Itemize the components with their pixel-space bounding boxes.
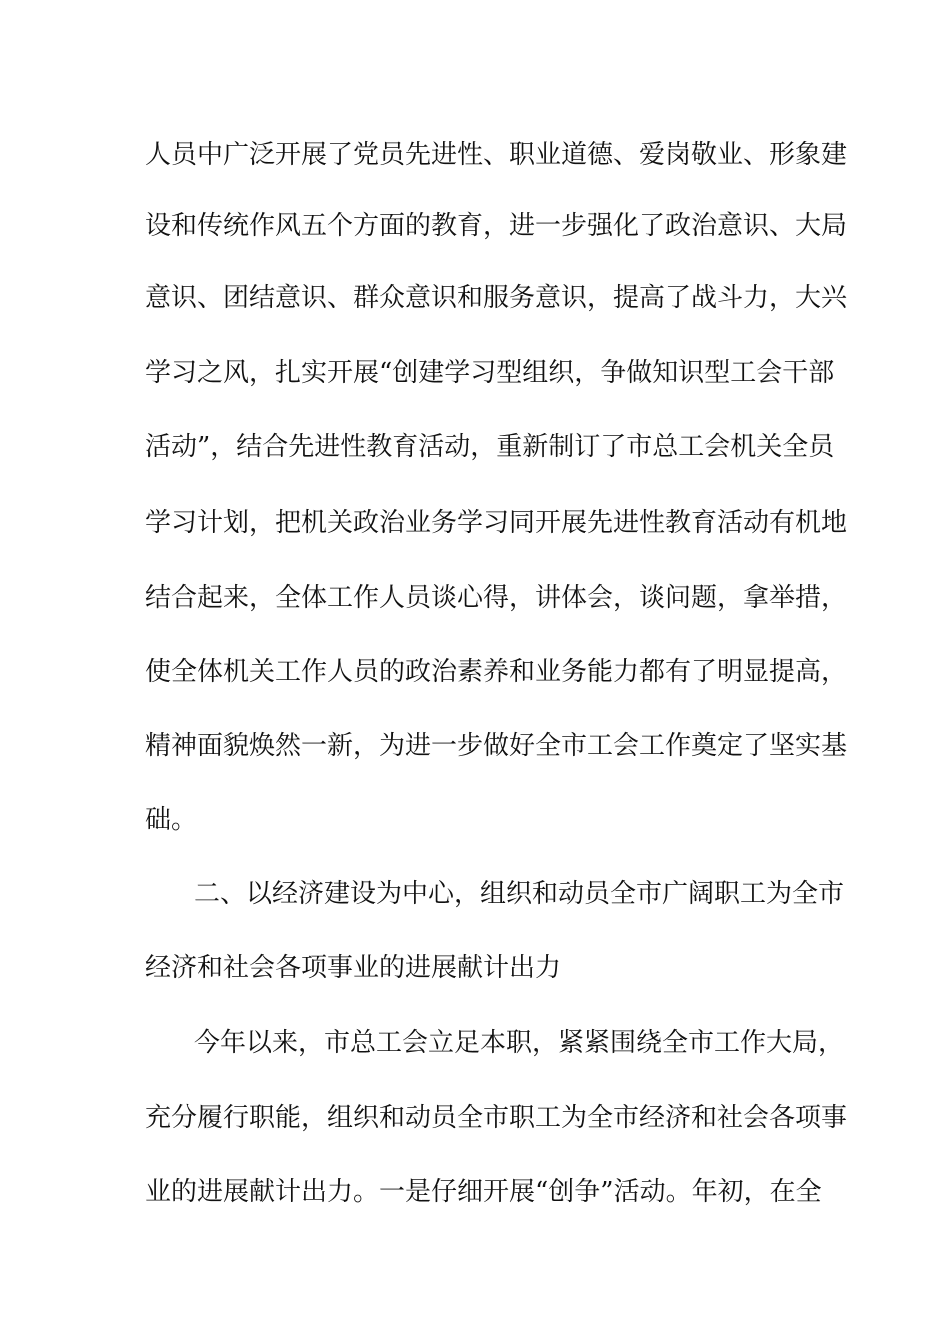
paragraph-line: 学习之风，扎实开展“创建学习型组织，争做知识型工会干部 <box>145 358 835 388</box>
paragraph-line: 精神面貌焕然一新，为进一步做好全市工会工作奠定了坚实基 <box>145 731 848 761</box>
paragraph-line: 使全体机关工作人员的政治素养和业务能力都有了明显提高， <box>145 657 848 687</box>
section-heading-line: 经济和社会各项事业的进展献计出力 <box>145 953 562 983</box>
paragraph-line: 人员中广泛开展了党员先进性、职业道德、爱岗敬业、形象建 <box>145 140 848 170</box>
paragraph-line: 今年以来，市总工会立足本职，紧紧围绕全市工作大局， <box>194 1028 845 1058</box>
section-heading-line: 二、以经济建设为中心，组织和动员全市广阔职工为全市 <box>194 879 845 909</box>
paragraph-line: 础。 <box>145 805 198 835</box>
paragraph-line: 学习计划，把机关政治业务学习同开展先进性教育活动有机地 <box>145 508 848 538</box>
paragraph-line: 活动”，结合先进性教育活动，重新制订了市总工会机关全员 <box>145 432 835 462</box>
paragraph-line: 业的进展献计出力。一是仔细开展“创争”活动。年初，在全 <box>145 1177 822 1207</box>
paragraph-line: 意识、团结意识、群众意识和服务意识，提高了战斗力，大兴 <box>145 283 848 313</box>
paragraph-line: 结合起来，全体工作人员谈心得，讲体会，谈问题，拿举措， <box>145 583 848 613</box>
paragraph-line: 充分履行职能，组织和动员全市职工为全市经济和社会各项事 <box>145 1103 848 1133</box>
paragraph-line: 设和传统作风五个方面的教育，进一步强化了政治意识、大局 <box>145 211 848 241</box>
